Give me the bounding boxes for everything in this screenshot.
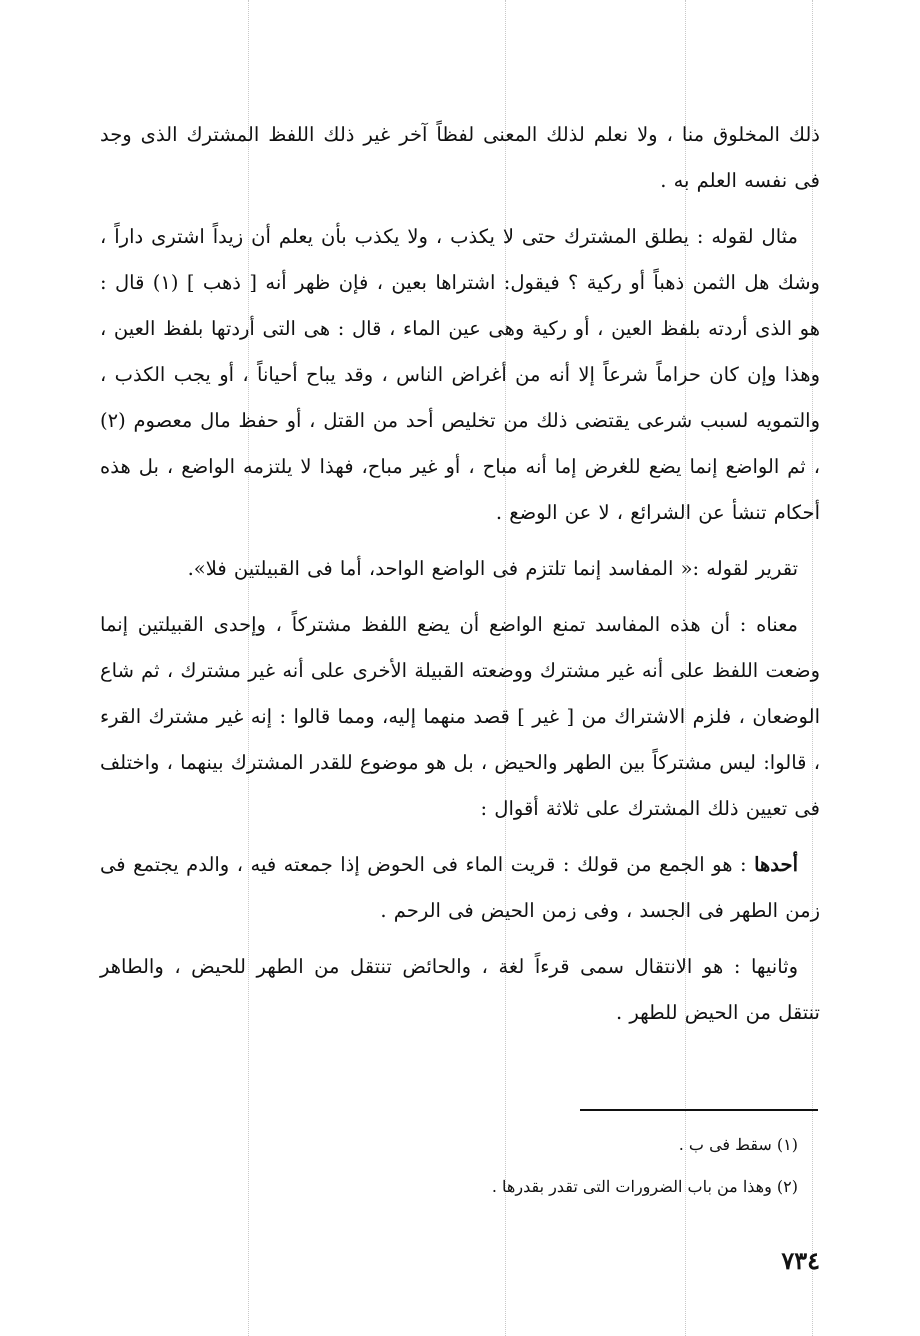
paragraph-lead-word: أحدها	[754, 853, 798, 876]
footnotes	[300, 1124, 798, 1208]
main-text-block	[100, 112, 820, 1046]
paragraph-example: مثال لقوله : يطلق المشترك حتى لا يكذب ، ولا يكذب بأن يعلم أن زيداً اشترى داراً ، وشك هل الثمن ذهباً أو ركية ؟ فيقول: اشتراها بعين ، فإن ظهر أنه [ ذهب ] (١) قال : هو الذى أردته بلفظ العين ، أو ركية وهى عين الماء ، قال : هى التى أردتها بلفظ العين ، وهذا وإن كان حراماً شرعاً إلا أنه من أغراض الناس ، وقد يباح أحياناً ، أو يجب الكذب ، والتمويه لسبب شرعى يقتضى ذلك من تخليص أحد من القتل ، أو حفظ مال معصوم (٢) ، ثم الواضع إنما يضع للغرض إما أنه مباح ، أو غير مباح، فهذا لا يلتزمه الواضع ، بل هذه أحكام تنشأ عن الشرائع ، لا عن الوضع .	[100, 225, 820, 524]
footnote-1: (١) سقط فى ب .	[678, 1135, 798, 1154]
paragraph-first-opinion	[100, 842, 820, 934]
paragraph-statement: تقرير لقوله :« المفاسد إنما تلتزم فى الواضع الواحد، أما فى القبيلتين فلا».	[187, 557, 798, 580]
paragraph-second-opinion: وثانيها : هو الانتقال سمى قرءاً لغة ، والحائض تنتقل من الطهر للحيض ، والطاهر تنتقل من الحيض للطهر .	[100, 955, 820, 1024]
page-number: ٧٣٤	[781, 1246, 820, 1275]
paragraph-body: : هو الجمع من قولك : قريت الماء فى الحوض إذا جمعته فيه ، والدم يجتمع فى زمن الطهر فى الجسد ، وفى زمن الحيض فى الرحم .	[100, 853, 820, 922]
paragraph-meaning: معناه : أن هذه المفاسد تمنع الواضع أن يضع اللفظ مشتركاً ، وإحدى القبيلتين إنما وضعت اللفظ على أنه غير مشترك ووضعته القبيلة الأخرى على أنه غير مشترك ، ثم شاع الوضعان ، فلزم الاشتراك من [ غير ] قصد منهما إليه، ومما قالوا : إنه غير مشترك القرء ، قالوا: ليس مشتركاً بين الطهر والحيض ، بل هو موضوع للقدر المشترك بينهما ، واختلف فى تعيين ذلك المشترك على ثلاثة أقوال :	[100, 613, 820, 820]
paragraph-continuation: ذلك المخلوق منا ، ولا نعلم لذلك المعنى لفظاً آخر غير ذلك اللفظ المشترك الذى وجد فى نفسه العلم به .	[100, 123, 820, 192]
footnote-2: (٢) وهذا من باب الضرورات التى تقدر بقدرها .	[491, 1177, 798, 1196]
footnote-separator	[580, 1109, 818, 1111]
